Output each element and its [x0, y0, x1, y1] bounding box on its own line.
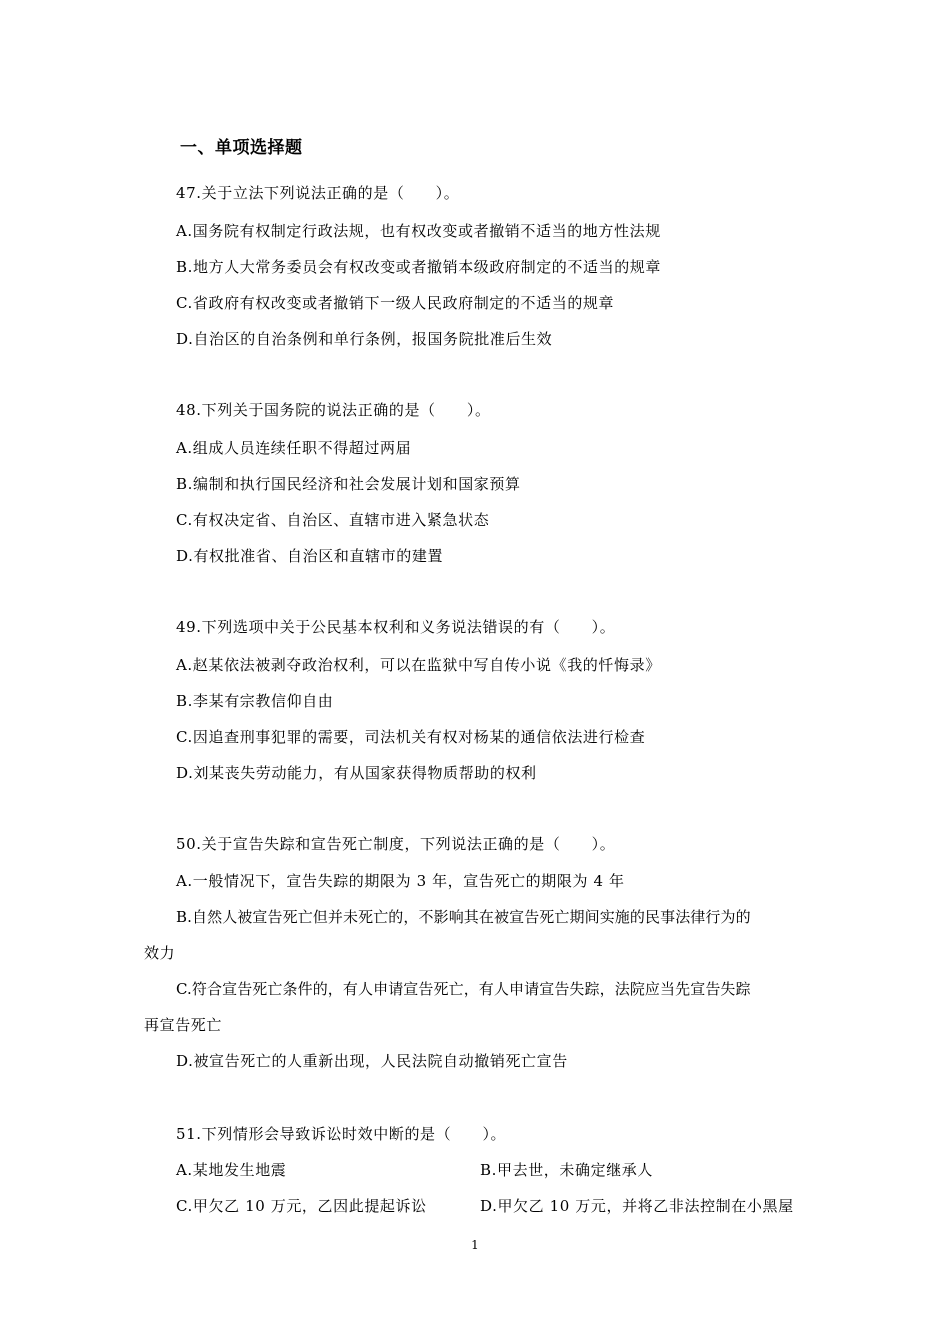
question-49-option-c: C.因追查刑事犯罪的需要，司法机关有权对杨某的通信依法进行检查 — [176, 728, 646, 746]
question-49-option-b: B.李某有宗教信仰自由 — [176, 692, 334, 710]
question-48-option-c: C.有权决定省、自治区、直辖市进入紧急状态 — [176, 511, 490, 529]
question-50-option-b: B.自然人被宣告死亡但并未死亡的，不影响其在被宣告死亡期间实施的民事法律行为的 — [176, 908, 751, 926]
question-47-option-d: D.自治区的自治条例和单行条例，报国务院批准后生效 — [176, 330, 553, 348]
question-49-option-a: A.赵某依法被剥夺政治权利，可以在监狱中写自传小说《我的忏悔录》 — [176, 656, 661, 674]
question-51-option-a: A.某地发生地震 — [176, 1161, 287, 1179]
question-47-stem: 47.关于立法下列说法正确的是（ ）。 — [176, 184, 460, 202]
question-49-option-d: D.刘某丧失劳动能力，有从国家获得物质帮助的权利 — [176, 764, 537, 782]
question-48-option-a: A.组成人员连续任职不得超过两届 — [176, 439, 412, 457]
question-50-option-a: A.一般情况下，宣告失踪的期限为 3 年，宣告死亡的期限为 4 年 — [176, 872, 625, 890]
question-48-option-b: B.编制和执行国民经济和社会发展计划和国家预算 — [176, 475, 521, 493]
question-47-option-c: C.省政府有权改变或者撤销下一级人民政府制定的不适当的规章 — [176, 294, 615, 312]
question-47-option-b: B.地方人大常务委员会有权改变或者撤销本级政府制定的不适当的规章 — [176, 258, 661, 276]
question-48-stem: 48.下列关于国务院的说法正确的是（ ）。 — [176, 401, 491, 419]
question-51-stem: 51.下列情形会导致诉讼时效中断的是（ ）。 — [176, 1125, 507, 1143]
question-51-option-d: D.甲欠乙 10 万元，并将乙非法控制在小黑屋 — [480, 1197, 794, 1215]
question-48-option-d: D.有权批准省、自治区和直辖市的建置 — [176, 547, 444, 565]
question-50-option-b-continued: 效力 — [144, 944, 176, 962]
question-51-option-c: C.甲欠乙 10 万元，乙因此提起诉讼 — [176, 1197, 427, 1215]
section-title: 一、单项选择题 — [180, 138, 303, 158]
question-50-option-c-continued: 再宣告死亡 — [144, 1016, 223, 1034]
question-49-stem: 49.下列选项中关于公民基本权利和义务说法错误的有（ ）。 — [176, 618, 616, 636]
question-50-option-d: D.被宣告死亡的人重新出现，人民法院自动撤销死亡宣告 — [176, 1052, 568, 1070]
question-47-option-a: A.国务院有权制定行政法规，也有权改变或者撤销不适当的地方性法规 — [176, 222, 661, 240]
question-51-option-b: B.甲去世，未确定继承人 — [480, 1161, 653, 1179]
question-50-stem: 50.关于宣告失踪和宣告死亡制度，下列说法正确的是（ ）。 — [176, 835, 616, 853]
question-50-option-c: C.符合宣告死亡条件的，有人申请宣告死亡，有人申请宣告失踪，法院应当先宣告失踪 — [176, 980, 751, 998]
page-number: 1 — [471, 1238, 479, 1252]
